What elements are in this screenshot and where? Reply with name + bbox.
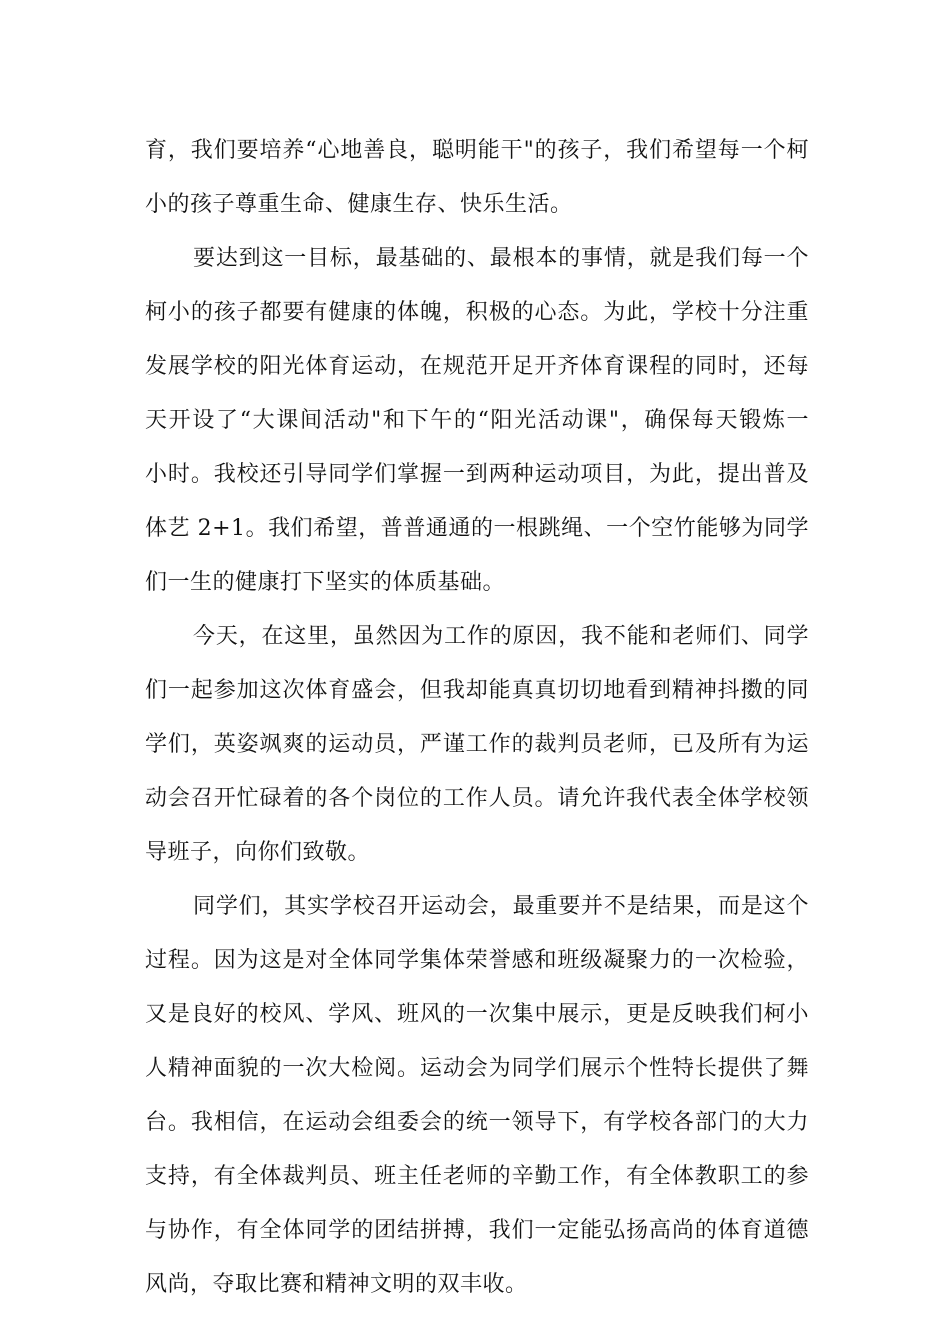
- text-line: 台。我相信，在运动会组委会的统一领导下，有学校各部门的大力: [145, 1110, 809, 1135]
- text-line: 要达到这一目标，最基础的、最根本的事情，就是我们每一个: [193, 246, 809, 271]
- text-line: 小的孩子尊重生命、健康生存、快乐生活。: [145, 192, 573, 217]
- text-line: 们一生的健康打下坚实的体质基础。: [145, 570, 506, 595]
- paragraph-1: [145, 124, 809, 232]
- text-line: 导班子，向你们致敬。: [145, 840, 371, 865]
- text-line: 与协作，有全体同学的团结拼搏，我们一定能弘扬高尚的体育道德: [145, 1218, 809, 1243]
- text-line: 又是良好的校风、学风、班风的一次集中展示，更是反映我们柯小: [145, 1002, 809, 1027]
- text-line: 风尚，夺取比赛和精神文明的双丰收。: [145, 1272, 528, 1297]
- paragraph-4: [145, 880, 809, 1312]
- text-line: 们一起参加这次体育盛会，但我却能真真切切地看到精神抖擞的同: [145, 678, 809, 703]
- text-line: 同学们，其实学校召开运动会，最重要并不是结果，而是这个: [193, 894, 809, 919]
- paragraph-2: [145, 232, 809, 610]
- text-line: 支持，有全体裁判员、班主任老师的辛勤工作，有全体教职工的参: [145, 1164, 809, 1189]
- text-line: 今天，在这里，虽然因为工作的原因，我不能和老师们、同学: [193, 624, 809, 649]
- document-body: [145, 124, 809, 1312]
- paragraph-3: [145, 610, 809, 880]
- text-line: 学们，英姿飒爽的运动员，严谨工作的裁判员老师，已及所有为运: [145, 732, 809, 757]
- text-line: 柯小的孩子都要有健康的体魄，积极的心态。为此，学校十分注重: [145, 300, 809, 325]
- text-line: 人精神面貌的一次大检阅。运动会为同学们展示个性特长提供了舞: [145, 1056, 809, 1081]
- text-line: 天开设了“大课间活动"和下午的“阳光活动课"，确保每天锻炼一: [145, 408, 809, 433]
- text-line: 动会召开忙碌着的各个岗位的工作人员。请允许我代表全体学校领: [145, 786, 809, 811]
- text-line: 过程。因为这是对全体同学集体荣誉感和班级凝聚力的一次检验，: [145, 948, 809, 973]
- text-line: 小时。我校还引导同学们掌握一到两种运动项目，为此，提出普及: [145, 462, 809, 487]
- text-line: 发展学校的阳光体育运动，在规范开足开齐体育课程的同时，还每: [145, 354, 809, 379]
- text-line: 育，我们要培养“心地善良，聪明能干"的孩子，我们希望每一个柯: [145, 138, 809, 163]
- text-line: 体艺 2+1。我们希望，普普通通的一根跳绳、一个空竹能够为同学: [145, 516, 809, 541]
